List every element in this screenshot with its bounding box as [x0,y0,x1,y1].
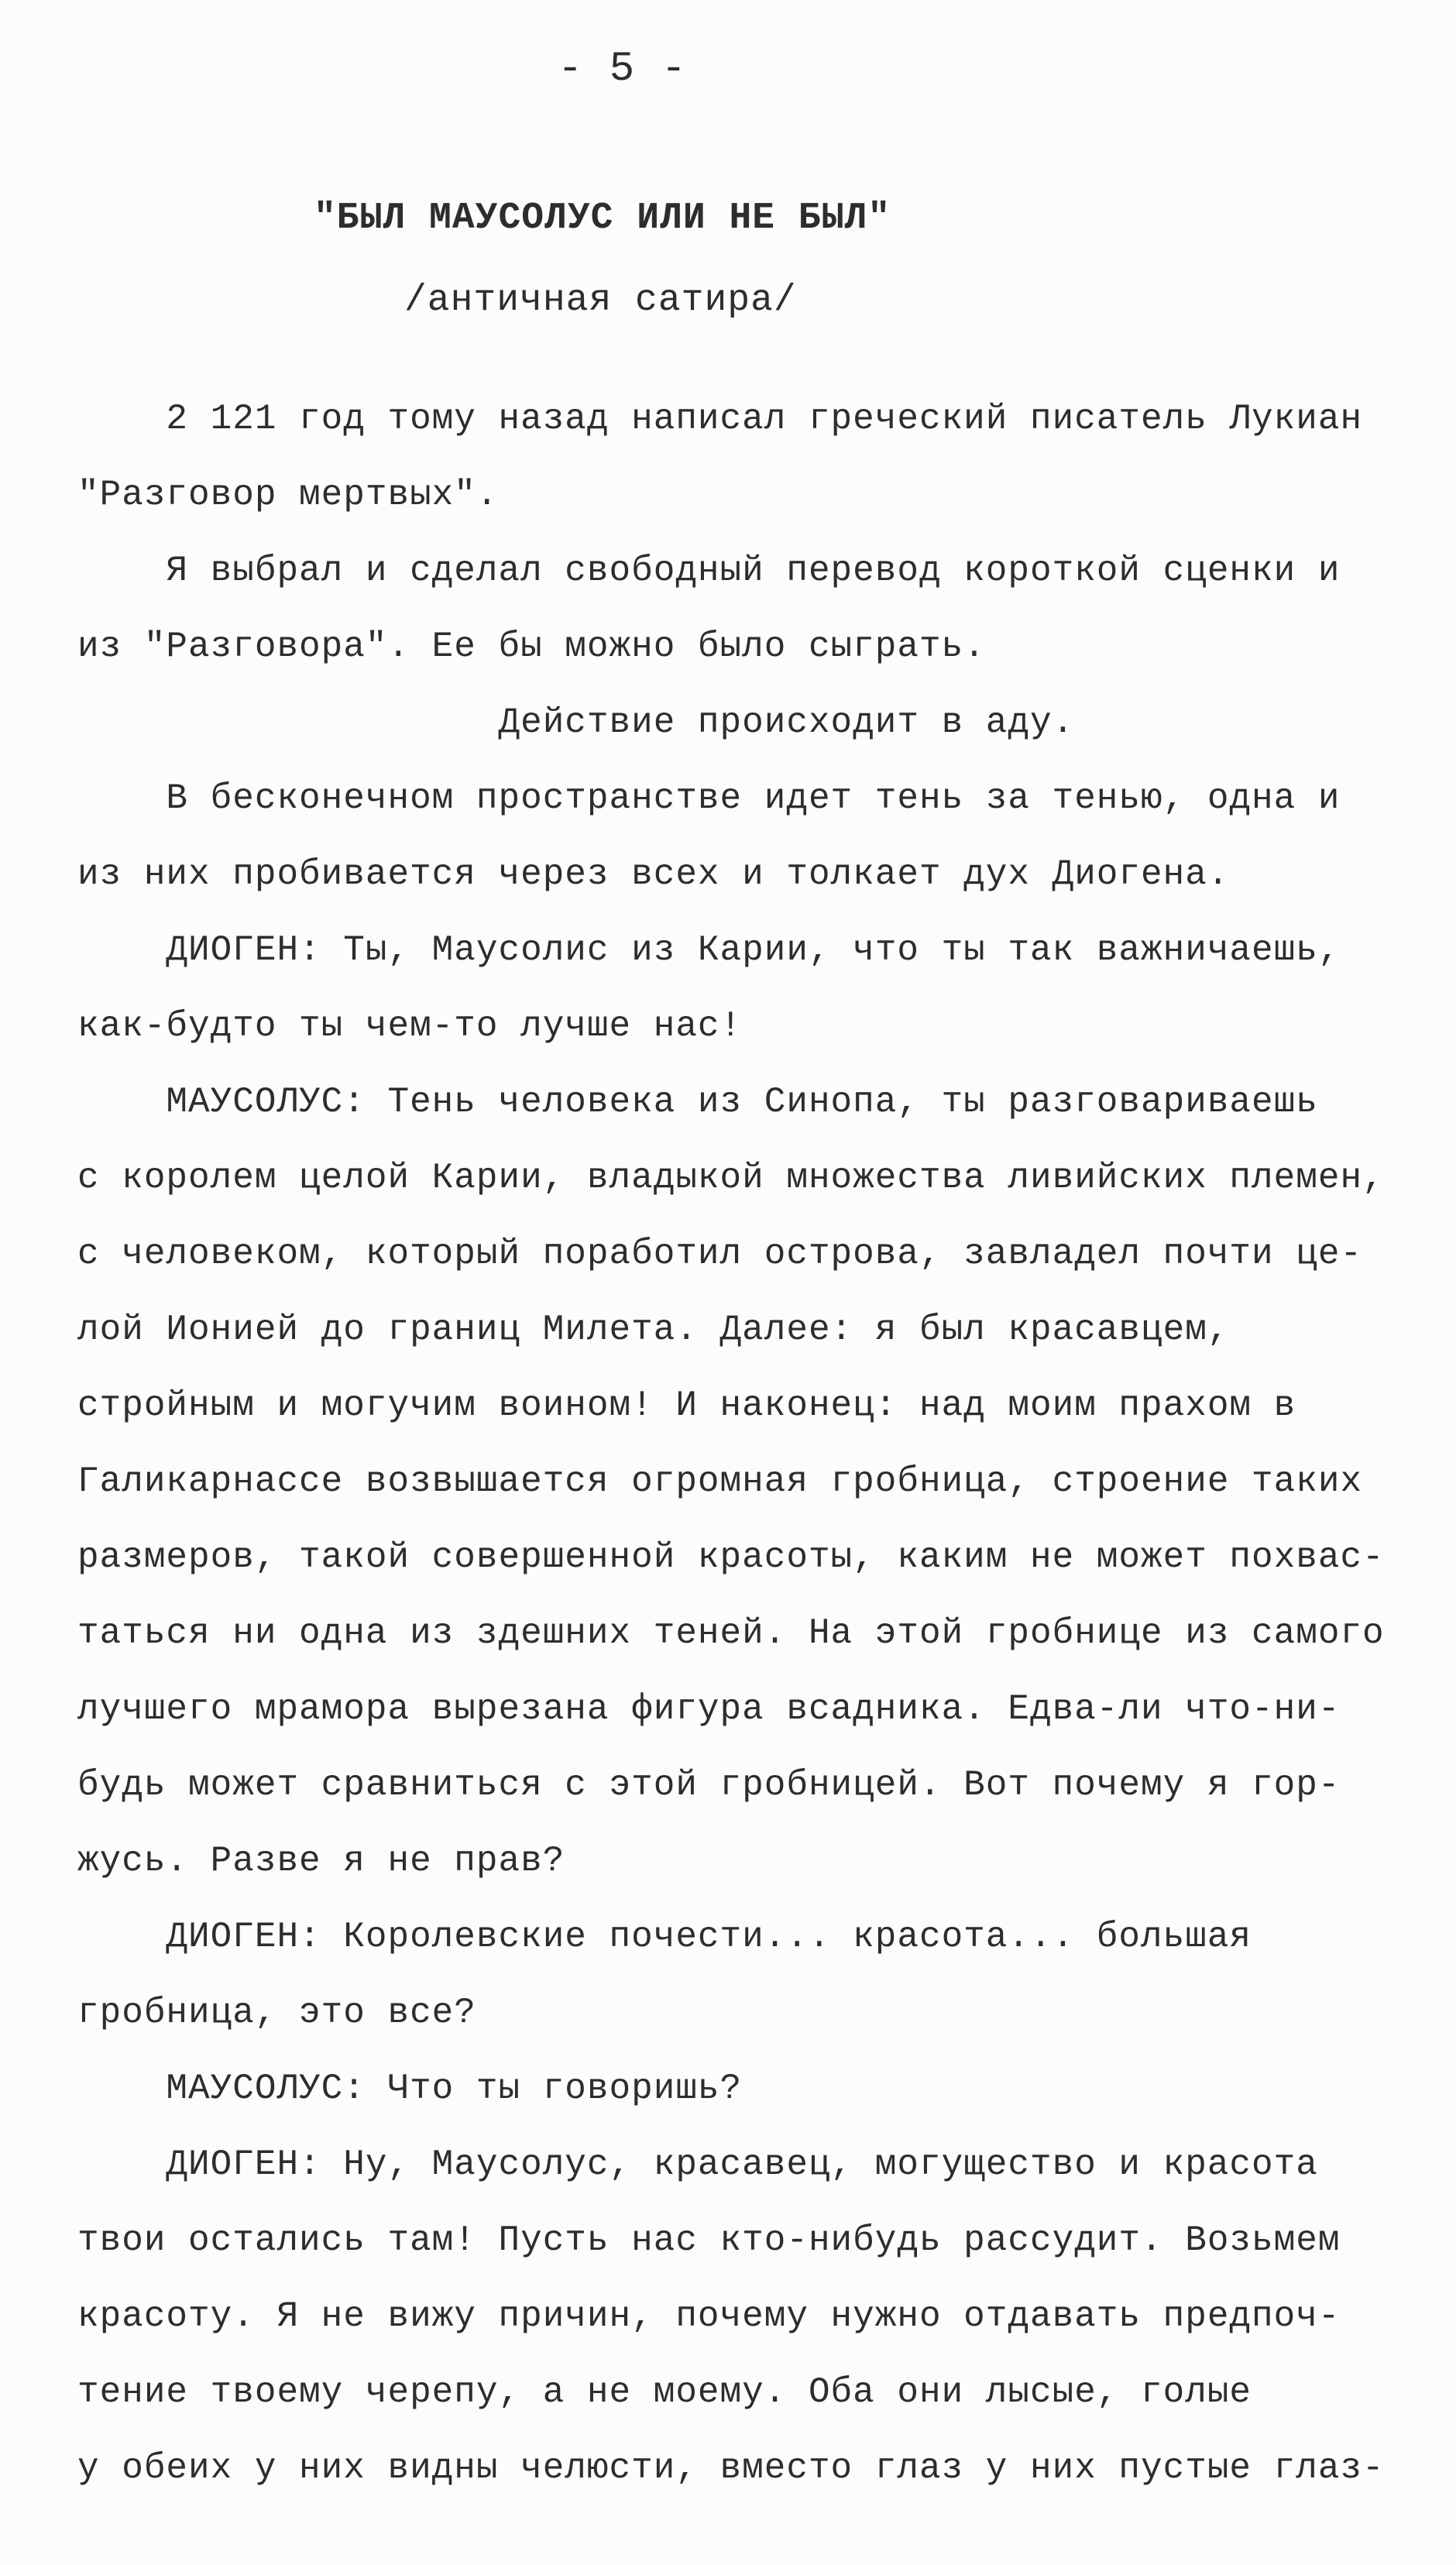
text-line: жусь. Разве я не прав? [77,1841,565,1881]
text-line: ДИОГЕН: Ну, Маусолус, красавец, могущество и красота [77,2144,1318,2185]
text-line: тение твоему черепу, а не моему. Оба они лысые, голые [77,2372,1252,2412]
text-line: ДИОГЕН: Ты, Маусолис из Карии, что ты так важничаешь, [77,930,1341,970]
text-line: с королем целой Карии, владыкой множества ливийских племен, [77,1158,1385,1198]
text-line: как-будто ты чем-то лучше нас! [77,1006,743,1046]
text-line: лой Ионией до границ Милета. Далее: я был красавцем, [77,1310,1230,1350]
text-line: Действие происходит в аду. [77,702,1075,743]
text-line: у обеих у них видны челюсти, вместо глаз у них пустые глаз- [77,2448,1385,2488]
text-line: твои остались там! Пусть нас кто-нибудь рассудит. Возьмем [77,2220,1341,2261]
text-line: из "Разговора". Ее бы можно было сыграть. [77,627,986,667]
text-line: МАУСОЛУС: Что ты говоришь? [77,2069,743,2109]
text-line: красоту. Я не вижу причин, почему нужно отдавать предпоч- [77,2296,1341,2337]
text-line: с человеком, который поработил острова, завладел почти це- [77,1234,1363,1274]
text-line: В бесконечном пространстве идет тень за тенью, одна и [77,778,1341,819]
text-line: размеров, такой совершенной красоты, каким не может похвас- [77,1537,1385,1578]
text-line: гробница, это все? [77,1993,476,2033]
text-line: Я выбрал и сделал свободный перевод короткой сценки и [77,551,1341,591]
text-line: ДИОГЕН: Королевские почести... красота... большая [77,1917,1252,1957]
text-line: из них пробивается через всех и толкает дух Диогена. [77,854,1230,894]
document-title: "БЫЛ МАУСОЛУС ИЛИ НЕ БЫЛ" [314,197,891,239]
text-line: "Разговор мертвых". [77,475,499,515]
text-line: стройным и могучим воином! И наконец: над моим прахом в [77,1386,1296,1426]
body-text [77,381,1417,2506]
text-line: 2 121 год тому назад написал греческий писатель Лукиан [77,399,1363,439]
text-line: лучшего мрамора вырезана фигура всадника. Едва-ли что-ни- [77,1689,1341,1729]
text-line: таться ни одна из здешних теней. На этой гробнице из самого [77,1613,1385,1653]
page-number: - 5 - [558,46,688,93]
text-line: Галикарнассе возвышается огромная гробница, строение таких [77,1461,1363,1502]
document-subtitle: /античная сатира/ [404,280,797,321]
text-line: МАУСОЛУС: Тень человека из Синопа, ты разговариваешь [77,1082,1318,1122]
text-line: будь может сравниться с этой гробницей. Вот почему я гор- [77,1765,1341,1805]
